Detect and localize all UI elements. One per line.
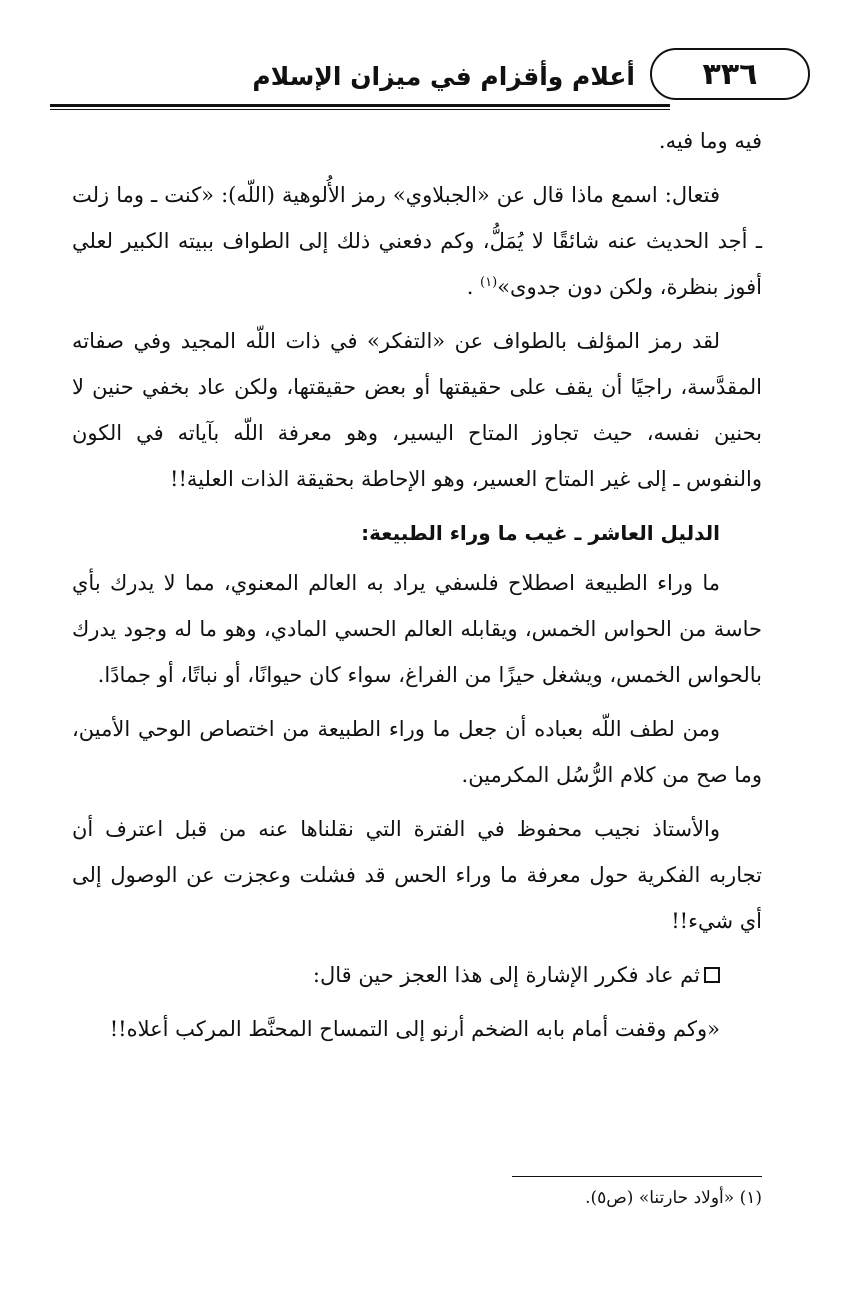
footnote-marker: (١) (480, 275, 498, 290)
page-header (50, 40, 810, 110)
paragraph-7-text: ثم عاد فكرر الإشارة إلى هذا العجز حين قال: (312, 963, 700, 987)
paragraph-5: ومن لطف اللّه بعباده أن جعل ما وراء الطبيعة من اختصاص الوحي الأمين، وما صح من كلام الرُّسُل المكرمين. (72, 717, 762, 787)
paragraph-6: والأستاذ نجيب محفوظ في الفترة التي نقلناها عنه من قبل اعترف أن تجاربه الفكرية حول معرفة ما وراء الحس قد فشلت وعجزت عن الوصول إلى أي شيء!! (72, 817, 762, 933)
paragraph-7 (72, 952, 762, 998)
header-rule-thin (50, 109, 670, 110)
footnote-divider (512, 1176, 762, 1177)
paragraph-4: ما وراء الطبيعة اصطلاح فلسفي يراد به العالم المعنوي، مما لا يدرك بأي حاسة من الحواس الخمس، ويقابله العالم الحسي المادي، وهو ما له وجود يدرك بالحواس الخمس، ويشغل حيزًا من الفراغ، سواء كان حيوانًا، أو نباتًا، أو جمادًا. (72, 571, 762, 687)
section-heading: الدليل العاشر ـ غيب ما وراء الطبيعة: (361, 521, 720, 545)
body-text (72, 118, 762, 1060)
header-rule (50, 104, 670, 107)
paragraph-8: «وكم وقفت أمام بابه الضخم أرنو إلى التمساح المحنَّط المركب أعلاه!! (109, 1017, 720, 1041)
running-title: أعلام وأقزام في ميزان الإسلام (252, 62, 635, 91)
footnote: (١) «أولاد حارتنا» (ص٥). (585, 1188, 762, 1208)
paragraph-3: لقد رمز المؤلف بالطواف عن «التفكر» في ذات اللّه المجيد وفي صفاته المقدَّسة، راجيًا أن يقف على حقيقتها أو بعض حقيقتها، ولكن عاد بخفي حنين لا بحنين نفسه، حيث تجاوز المتاح اليسير، وهو معرفة اللّه بآياته في الكون والنفوس ـ إلى غير المتاح العسير، وهو الإحاطة بحقيقة الذات العلية!! (72, 329, 762, 491)
paragraph-2-text: فتعال: اسمع ماذا قال عن «الجبلاوي» رمز الأُلوهية (اللّه): «كنت ـ وما زلت ـ أجد الحديث عنه شائقًا لا يُمَلُّ، وكم دفعني ذلك إلى الطواف ببيته الكبير لعلي أفوز بنظرة، ولكن دون جدوى» (72, 183, 762, 299)
paragraph-1: فيه وما فيه. (658, 129, 762, 153)
page-number: ٣٣٦ (650, 48, 810, 100)
paragraph-2-end: . (466, 275, 481, 299)
paragraph-2 (72, 172, 762, 310)
square-bullet-icon (704, 967, 720, 983)
